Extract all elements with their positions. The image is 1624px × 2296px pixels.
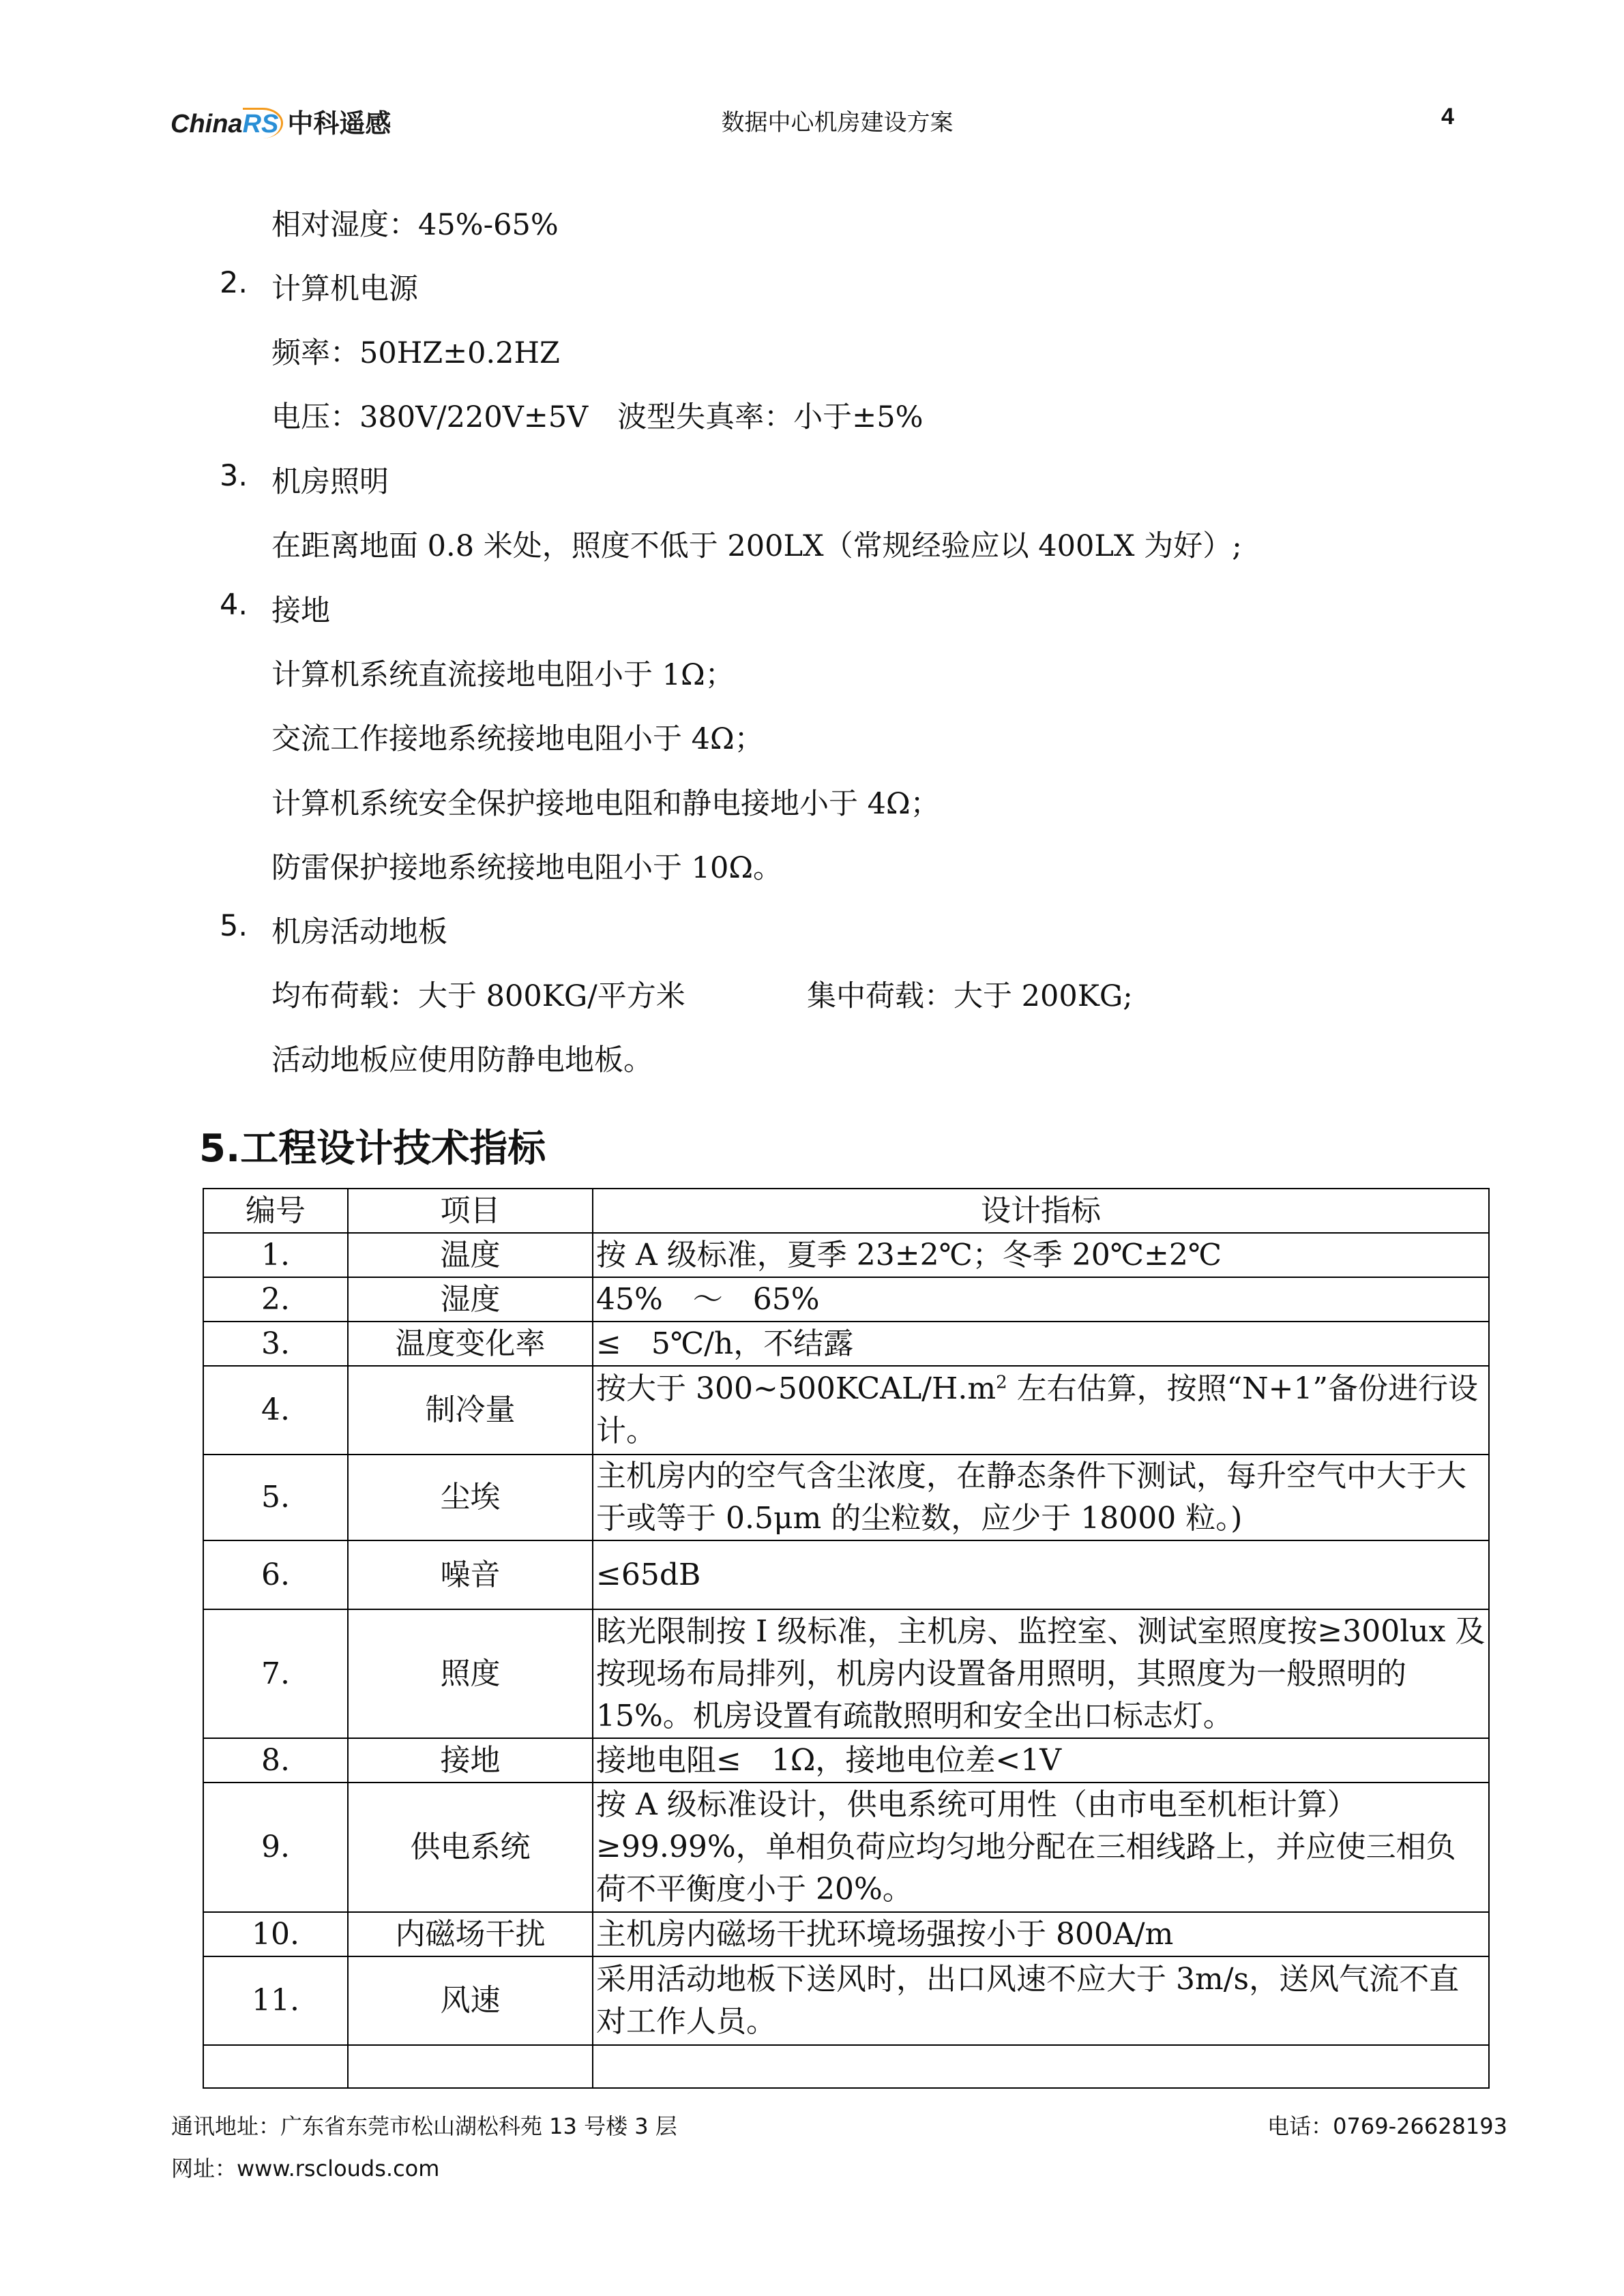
cell-item: 供电系统 <box>348 1783 593 1912</box>
table-row <box>203 1912 1489 1956</box>
cell-spec: 主机房内磁场干扰环境场强按小于 800A/m <box>593 1912 1489 1956</box>
cell-item: 噪音 <box>348 1540 593 1609</box>
cell-item: 温度变化率 <box>348 1322 593 1366</box>
cell-spec: 按 A 级标准设计，供电系统可用性（由市电至机柜计算）≥99.99%，单相负荷应均匀地分配在三相线路上，并应使三相负荷不平衡度小于 20%。 <box>593 1783 1489 1912</box>
section-number: 2. <box>220 266 248 300</box>
section-title: 机房活动地板 <box>271 915 447 949</box>
cell-spec: 接地电阻≤ 1Ω，接地电位差<1V <box>593 1738 1489 1783</box>
body-line: 交流工作接地系统接地电阻小于 4Ω； <box>271 722 764 756</box>
cell-spec: 眩光限制按 I 级标准，主机房、监控室、测试室照度按≥300lux 及按现场布局排列，机房内设置备用照明，其照度为一般照明的 15%。机房设置有疏散照明和安全出口标志灯。 <box>593 1609 1489 1738</box>
header-cell: 项目 <box>348 1189 593 1233</box>
cell-spec: ≤ 5℃/h，不结露 <box>593 1322 1489 1366</box>
section-title: 计算机电源 <box>271 272 418 306</box>
section-title: 机房照明 <box>271 465 389 499</box>
table-row-empty <box>203 2045 1489 2088</box>
body-line: 电压：380V/220V±5V 波型失真率：小于±5% <box>271 400 924 434</box>
cell-no: 4. <box>203 1366 348 1455</box>
spec-superscript: 2 <box>996 1372 1007 1393</box>
body-line: 计算机系统直流接地电阻小于 1Ω； <box>271 658 735 692</box>
table-row <box>203 1322 1489 1366</box>
table-row <box>203 1783 1489 1912</box>
cell-item: 内磁场干扰 <box>348 1912 593 1956</box>
body-line: 计算机系统安全保护接地电阻和静电接地小于 4Ω； <box>271 787 940 821</box>
cell-no: 9. <box>203 1783 348 1912</box>
table-header-row <box>203 1189 1489 1233</box>
body-line: 活动地板应使用防静电地板。 <box>271 1043 653 1077</box>
spec-text: 按大于 300~500KCAL/H.m <box>596 1371 996 1406</box>
table-row <box>203 1233 1489 1277</box>
cell-item: 制冷量 <box>348 1366 593 1455</box>
cell-no: 10. <box>203 1912 348 1956</box>
cell-spec: 主机房内的空气含尘浓度，在静态条件下测试，每升空气中大于大于或等于 0.5μm 的尘粒数，应少于 18000 粒。) <box>593 1455 1489 1540</box>
humidity-line: 相对湿度：45%-65% <box>271 208 559 242</box>
header-cell: 设计指标 <box>593 1189 1489 1233</box>
footer-address: 通讯地址：广东省东莞市松山湖松科苑 13 号楼 3 层 <box>171 2113 677 2139</box>
table-row <box>203 1956 1489 2045</box>
page-number: 4 <box>1441 104 1454 130</box>
body-line: 在距离地面 0.8 米处，照度不低于 200LX（常规经验应以 400LX 为好）; <box>271 529 1242 563</box>
table-row <box>203 1738 1489 1783</box>
cell-spec <box>593 1366 1489 1455</box>
cell-spec: 45% ～ 65% <box>593 1277 1489 1322</box>
cell-no: 11. <box>203 1956 348 2045</box>
cell-item: 尘埃 <box>348 1455 593 1540</box>
cell-no: 3. <box>203 1322 348 1366</box>
cell-spec: ≤65dB <box>593 1540 1489 1609</box>
cell-item: 湿度 <box>348 1277 593 1322</box>
empty-cell <box>203 2045 348 2088</box>
cell-no: 5. <box>203 1455 348 1540</box>
company-logo: ChinaRS 中科遥感 <box>171 102 391 140</box>
cell-no: 2. <box>203 1277 348 1322</box>
cell-item: 温度 <box>348 1233 593 1277</box>
section-heading: 5.工程设计技术指标 <box>199 1127 546 1171</box>
cell-no: 8. <box>203 1738 348 1783</box>
section-title: 接地 <box>271 594 330 628</box>
section-number: 5. <box>220 909 248 943</box>
table-row <box>203 1366 1489 1455</box>
cell-no: 7. <box>203 1609 348 1738</box>
body-line: 均布荷载：大于 800KG/平方米 <box>271 979 685 1013</box>
spec-text: 左右估算，按照“N+1”备份进行设计。 <box>596 1371 1478 1448</box>
table-row <box>203 1455 1489 1540</box>
table-row <box>203 1609 1489 1738</box>
cell-item: 风速 <box>348 1956 593 2045</box>
section-number: 3. <box>220 459 248 493</box>
cell-item: 照度 <box>348 1609 593 1738</box>
header-cell: 编号 <box>203 1189 348 1233</box>
cell-no: 1. <box>203 1233 348 1277</box>
table-row <box>203 1277 1489 1322</box>
body-line: 集中荷载：大于 200KG; <box>807 979 1133 1013</box>
body-line: 频率：50HZ±0.2HZ <box>271 336 560 370</box>
empty-cell <box>593 2045 1489 2088</box>
cell-spec: 按 A 级标准，夏季 23±2℃；冬季 20℃±2℃ <box>593 1233 1489 1277</box>
table-row <box>203 1540 1489 1609</box>
body-line: 防雷保护接地系统接地电阻小于 10Ω。 <box>271 851 783 885</box>
cell-no: 6. <box>203 1540 348 1609</box>
empty-cell <box>348 2045 593 2088</box>
cell-spec: 采用活动地板下送风时，出口风速不应大于 3m/s，送风气流不直对工作人员。 <box>593 1956 1489 2045</box>
cell-item: 接地 <box>348 1738 593 1783</box>
footer-phone: 电话：0769-26628193 <box>1267 2113 1507 2139</box>
header-title: 数据中心机房建设方案 <box>721 109 954 136</box>
section-number: 4. <box>220 588 248 622</box>
footer-website[interactable]: 网址：www.rsclouds.com <box>171 2156 440 2181</box>
spec-table <box>203 1188 1490 2089</box>
